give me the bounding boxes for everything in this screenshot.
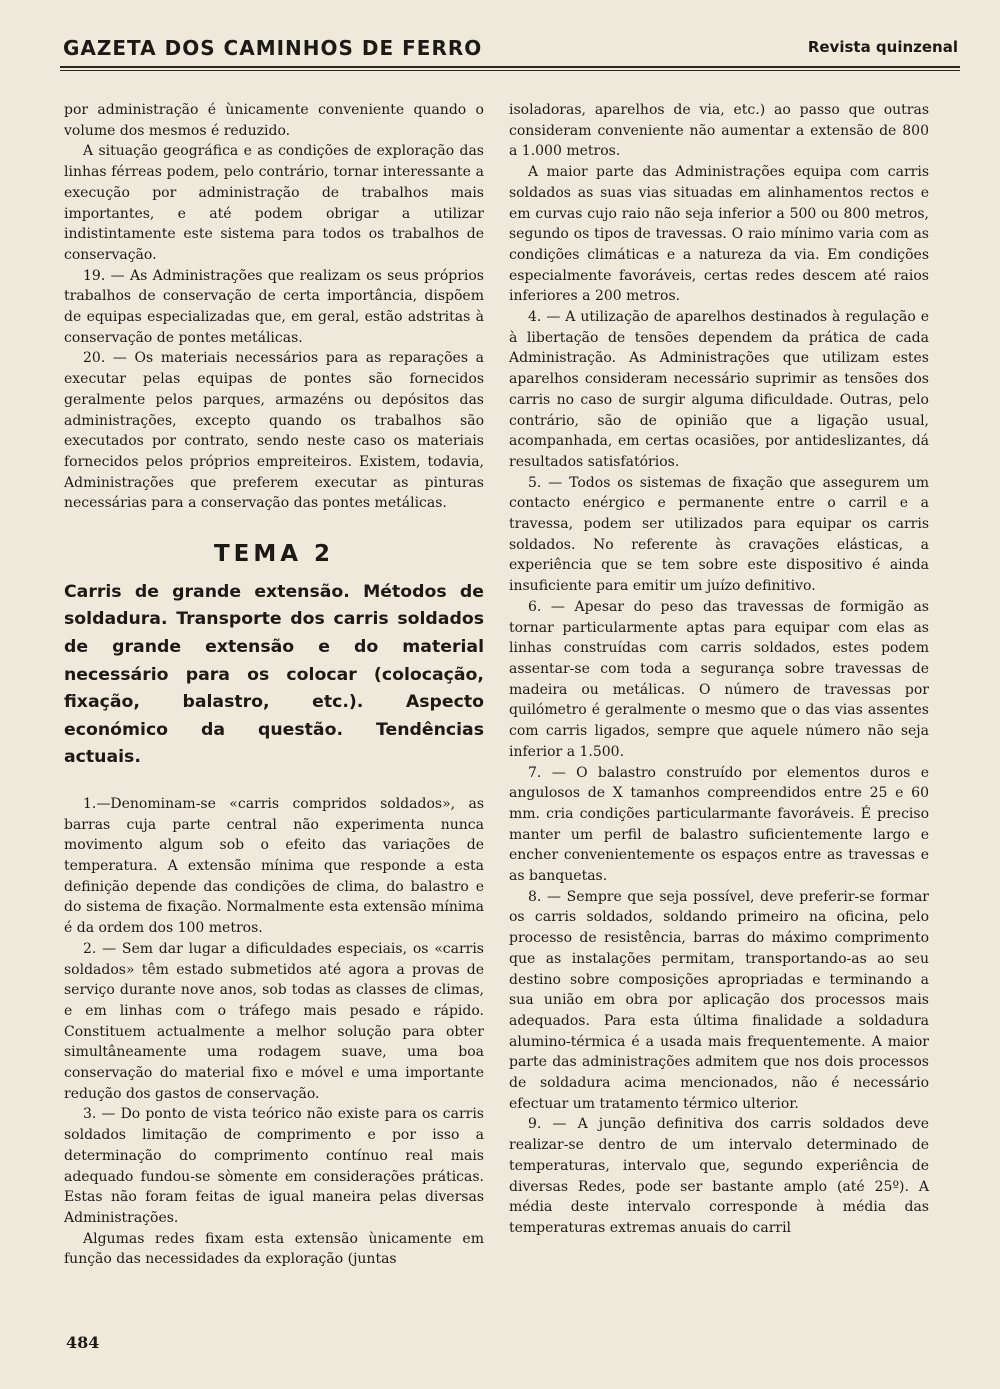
section-heading: TEMA 2: [213, 541, 335, 568]
section-subheading: Carris de grande extensão. Métodos de soldadura. Transporte dos carris soldados de grande extensão e do material necessário para os colocar (colocação, fixação, balastro, etc.). Aspecto económico da questão. Tendências actuais.: [64, 581, 484, 768]
page-number: 484: [66, 1333, 100, 1352]
paragraph: 8. — Sempre que seja possível, deve preferir-se formar os carris soldados, soldando primeiro na oficina, pelo processo de resistência, barras do máximo comprimento que as instalações permitam, transportando-as ao seu destino sobre composições apropriadas e terminando a sua união em obra por aplicação dos processos mais adequados. Para esta última finalidade a soldadura alumino-térmica é a usada mais frequentemente. A maior parte das administrações admitem que nos dois processos de soldadura acima mencionados, não é necessário efectuar um tratamento térmico ulterior.: [509, 888, 929, 1112]
paragraph: 1.—Denominam-se «carris compridos soldados», as barras cuja parte central não experimenta nunca movimento algum sob o efeito das variações de temperatura. A extensão mínima que responde a esta definição depende das condições de clima, do balastro e do sistema de fixação. Normalmente esta extensão mínima é da ordem dos 100 metros.: [64, 795, 484, 937]
running-header-subtitle: Revista quinzenal: [807, 38, 958, 56]
running-header-title: GAZETA DOS CAMINHOS DE FERRO: [63, 36, 483, 60]
header-divider: [60, 66, 960, 71]
paragraph: 3. — Do ponto de vista teórico não existe para os carris soldados limitação de comprimento e por isso a determinação do comprimento contínuo real mais adequado fundou-se sòmente em considerações práticas. Estas não foram feitas de igual maneira pelas diversas Administrações.: [64, 1106, 484, 1226]
paragraph: A situação geográfica e as condições de exploração das linhas férreas podem, pelo contrário, tornar interessante a execução por administração de trabalhos mais importantes, e até podem obrigar a utilizar indistintamente este sistema para todos os trabalhos de conservação.: [64, 143, 484, 263]
paragraph: Algumas redes fixam esta extensão ùnicamente em função das necessidades da exploração (juntas: [64, 1230, 484, 1268]
paragraph: 20. — Os materiais necessários para as reparações a executar pelas equipas de pontes são fornecidos geralmente pelos parques, armazéns ou depósitos das administrações, excepto quando os trabalhos são executados por contrato, sendo neste caso os materiais fornecidos pelos próprios empreiteiros. Existem, todavia, Administrações que preferem executar as pinturas necessárias para a conservação das pontes metálicas.: [64, 350, 484, 512]
paragraph: 9. — A junção definitiva dos carris soldados deve realizar-se dentro de um intervalo determinado de temperaturas, intervalo que, segundo experiência de diversas Redes, pode ser bastante amplo (até 25º). A média deste intervalo corresponde à média das temperaturas extremas anuais do carril: [509, 1116, 929, 1236]
left-column: [64, 100, 484, 1270]
paragraph: isoladoras, aparelhos de via, etc.) ao passo que outras consideram conveniente não aumentar a extensão de 800 a 1.000 metros.: [509, 102, 929, 160]
paragraph: 6. — Apesar do peso das travessas de formigão as tornar particularmente aptas para equipar com elas as linhas construídas com carris soldados, estes podem assentar-se com toda a segurança sobre travessas de madeira ou metálicas. O número de travessas por quilómetro é geralmente o mesmo que o das vias assentes com carris ligados, sempre que aquele número não seja inferior a 1.500.: [509, 598, 929, 760]
paragraph: 19. — As Administrações que realizam os seus próprios trabalhos de conservação de certa importância, dispõem de equipas especializadas que, em geral, estão adstritas à conservação de pontes metálicas.: [64, 267, 484, 346]
paragraph: 4. — A utilização de aparelhos destinados à regulação e à libertação de tensões dependem da prática de cada Administração. As Administrações que utilizam estes aparelhos consideram necessário suprimir as tensões dos carris no caso de surgir alguma dificuldade. Outras, pelo contrário, são de opinião que a ligação usual, acompanhada, em certas ocasiões, por antideslizantes, dá resultados satisfatórios.: [509, 309, 929, 470]
paragraph: 5. — Todos os sistemas de fixação que assegurem um contacto enérgico e permanente entre o carril e a travessa, podem ser utilizados para equipar os carris soldados. No referente às cravações elásticas, a experiência que se tem sobre este dispositivo é ainda insuficiente para emitir um juízo definitivo.: [509, 474, 929, 595]
paragraph: 2. — Sem dar lugar a dificuldades especiais, os «carris soldados» têm estado submetidos até agora a provas de serviço durante nove anos, sob todas as classes de climas, e em linhas com o tráfego mais pesado e rápido. Constituem actualmente a melhor solução para obter simultâneamente uma rodagem suave, uma boa conservação do material fixo e móvel e uma importante redução dos gastos de conservação.: [64, 940, 484, 1102]
paragraph: 7. — O balastro construído por elementos duros e angulosos de X tamanhos compreendidos entre 25 e 60 mm. cria condições particularmante favoráveis. É preciso manter um perfil de balastro suficientemente largo e encher convenientemente os espaços entre as travessas e as banquetas.: [509, 764, 929, 885]
paragraph: A maior parte das Administrações equipa com carris soldados as suas vias situadas em alinhamentos rectos e em curvas cujo raio não seja inferior a 500 ou 800 metros, segundo os tipos de travessas. O raio mínimo varia com as condições climáticas e a natureza da via. Em condições especialmente favoráveis, certas redes descem até raios inferiores a 200 metros.: [509, 164, 929, 305]
paragraph: por administração é ùnicamente conveniente quando o volume dos mesmos é reduzido.: [64, 102, 484, 139]
right-column: [509, 100, 929, 1239]
